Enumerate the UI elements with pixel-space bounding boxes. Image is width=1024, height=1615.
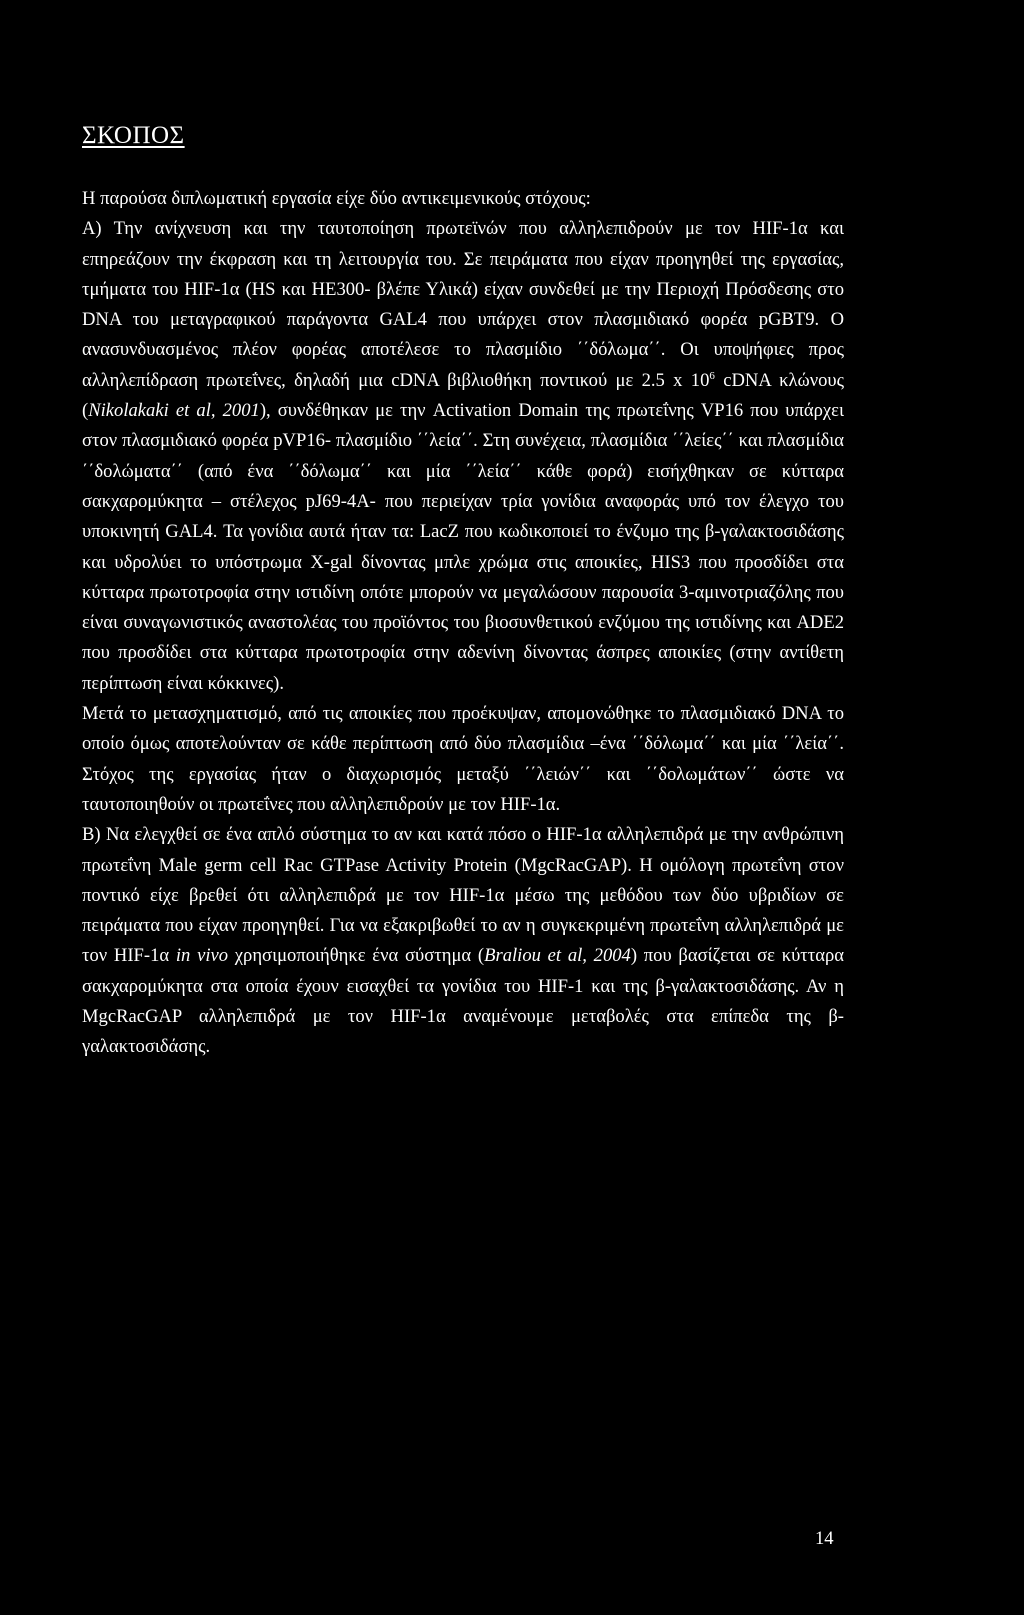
aim-a-text-2: cDNA κλώνους ( [82, 369, 844, 422]
aim-a-text-3: ), συνδέθηκαν με την Activation Domain της πρωτεΐνης VP16 που υπάρχει στον πλασμιδιακό φορέα pVP16- πλασμίδιο ΄΄λεία΄΄. Στη συνέχεια, πλασμίδια ΄΄λείες΄΄ και πλασμίδια ΄΄δολώματα΄΄ (από ένα ΄΄δόλωμα΄΄ και μία ΄΄λεία΄΄ κάθε φορά) εισήχθηκαν σε κύτταρα σακχαρομύκητα – στέλεχος pJ69-4A- που περιείχαν τρία γονίδια αναφοράς υπό τον έλεγχο του υποκινητή GAL4. Τα γονίδια αυτά ήταν τα: LacZ που κωδικοποιεί το ένζυμο της β-γαλακτοσιδάσης και υδρολύει το υπόστρωμα X-gal δίνοντας μπλε χρώμα στις αποικίες, HIS3 που προσδίδει στα κύτταρα πρωτοτροφία στην ιστιδίνη οπότε μπορούν να μεγαλώσουν παρουσία 3-αμινοτριαζόλης που είναι συναγωνιστικός αναστολέας του προϊόντος του βιοσυνθετικού ενζύμου της ιστιδίνης και ADE2 που προσδίδει στα κύτταρα πρωτοτροφία στην αδενίνη δίνοντας άσπρες αποικίες (στην αντίθετη περίπτωση είναι κόκκινες). [82, 400, 844, 694]
aim-b-paragraph [82, 820, 844, 1062]
exponent: 6 [709, 369, 715, 382]
transform-paragraph: Μετά το μετασχηματισμό, από τις αποικίες που προέκυψαν, απομονώθηκε το πλασμιδιακό DNA το οποίο όμως αποτελούνταν σε κάθε περίπτωση από δύο πλασμίδια –ένα ΄΄δόλωμα΄΄ και μία ΄΄λεία΄΄. Στόχος της εργασίας ήταν ο διαχωρισμός μεταξύ ΄΄λειών΄΄ και ΄΄δολωμάτων΄΄ ώστε να ταυτοποιηθούν οι πρωτεΐνες που αλληλεπιδρούν με τον HIF-1α. [82, 703, 844, 815]
aim-b-text-2: χρησιμοποιήθηκε ένα σύστημα ( [228, 945, 485, 967]
page-number: 14 [815, 1528, 834, 1549]
page-title: ΣΚΟΠΟΣ [82, 122, 185, 149]
aim-b-text-3: ) που βασίζεται σε κύτταρα σακχαρομύκητα στα οποία έχουν εισαχθεί τα γονίδια του HIF-1 και της β-γαλακτοσιδάσης. Αν η MgcRacGAP αλληλεπιδρά με τον HIF-1α αναμένουμε μεταβολές στα επίπεδα της β-γαλακτοσιδάσης. [82, 945, 844, 1058]
in-vivo-term: in vivo [175, 945, 229, 967]
citation-nikolakaki: Nikolakaki et al, 2001 [88, 400, 260, 422]
intro-paragraph: Η παρούσα διπλωματική εργασία είχε δύο αντικειμενικούς στόχους: [82, 188, 591, 209]
aim-a-paragraph [82, 214, 844, 699]
aim-b-text-1: Β) Να ελεγχθεί σε ένα απλό σύστημα το αν και κατά πόσο ο HIF-1α αλληλεπιδρά με την ανθρώπινη πρωτεΐνη Male germ cell Rac GTPase Activity Protein (MgcRacGAP). Η ομόλογη πρωτεΐνη στον ποντικό είχε βρεθεί ότι αλληλεπιδρά με τον HIF-1α μέσω της μεθόδου των δύο υβριδίων σε πειράματα που είχαν προηγηθεί. Για να εξακριβωθεί το αν η συγκεκριμένη πρωτεΐνη αλληλεπιδρά με τον HIF-1α [82, 824, 844, 967]
aim-a-text-1: Α) Την ανίχνευση και την ταυτοποίηση πρωτεϊνών που αλληλεπιδρούν με τον HIF-1α και επηρεάζουν την έκφραση και τη λειτουργία του. Σε πειράματα που είχαν προηγηθεί της εργασίας, τμήματα του HIF-1α (HS και HE300- βλέπε Υλικά) είχαν συνδεθεί με την Περιοχή Πρόσδεσης στο DNA του μεταγραφικού παράγοντα GAL4 που υπάρχει στον πλασμιδιακό φορέα pGBT9. Ο ανασυνδυασμένος πλέον φορέας αποτέλεσε το πλασμίδιο ΄΄δόλωμα΄΄. Οι υποψήφιες προς αλληλεπίδραση πρωτεΐνες, δηλαδή μια cDNA βιβλιοθήκη ποντικού με 2.5 x 10 [82, 218, 844, 391]
citation-braliou: Braliou et al, 2004 [484, 945, 631, 967]
document-page [82, 122, 844, 1063]
